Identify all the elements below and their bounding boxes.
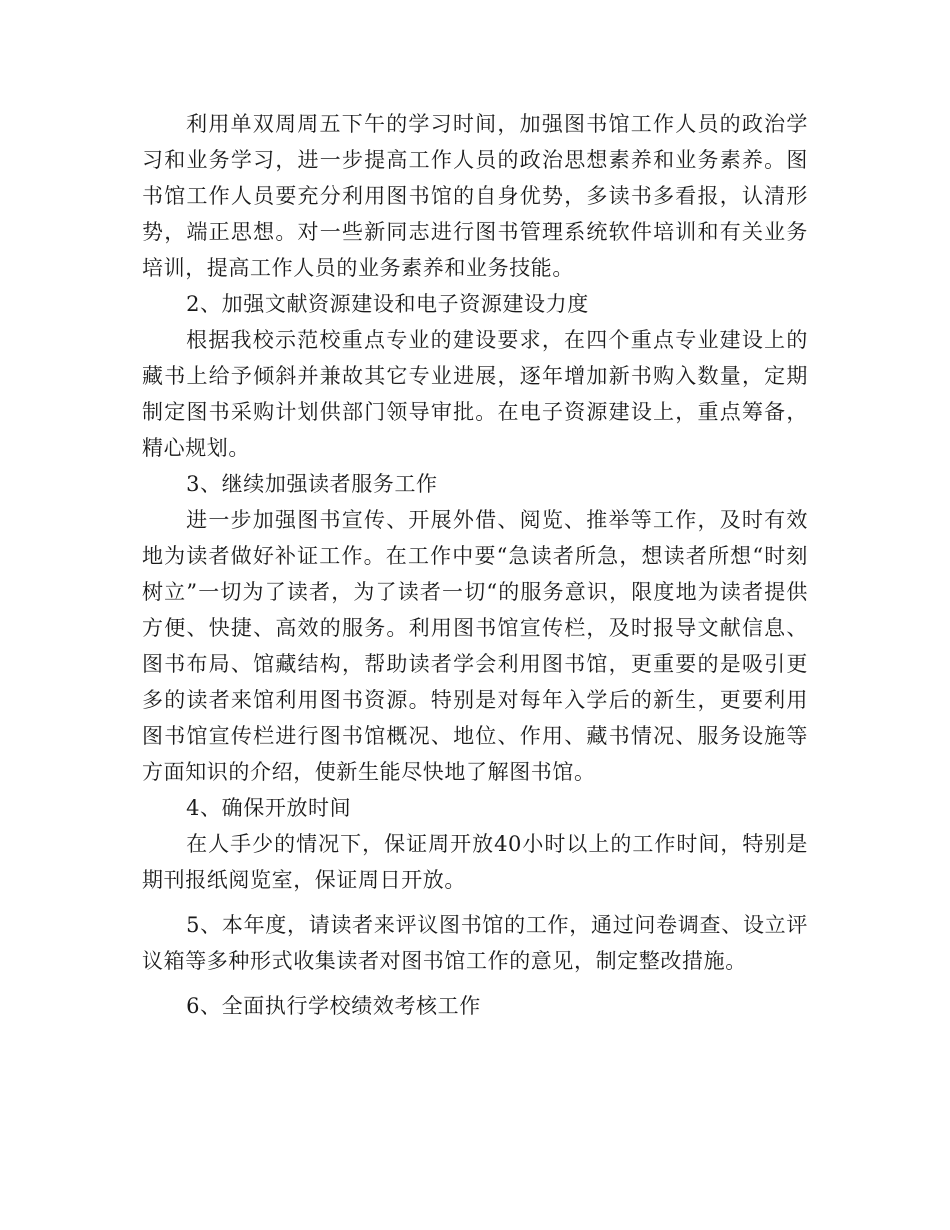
heading-performance-assessment: 6、全面执行学校绩效考核工作: [186, 994, 481, 1018]
heading-reader-service: 3、继续加强读者服务工作: [186, 472, 438, 496]
paragraph-reader-evaluation: 5、本年度，请读者来评议图书馆的工作，通过问卷调查、设立评议箱等多种形式收集读者对图书馆工作的意见，制定整改措施。: [142, 913, 808, 973]
paragraph-opening-hours: 在人手少的情况下，保证周开放40小时以上的工作时间，特别是期刊报纸阅览室，保证周日开放。: [142, 832, 808, 892]
document-body: [142, 106, 808, 1024]
paragraph-reader-service: 进一步加强图书宣传、开展外借、阅览、推举等工作，及时有效地为读者做好补证工作。在工作中要“急读者所急，想读者所想“时刻树立”一切为了读者，为了读者一切“的服务意识，限度地为读者提供方便、快捷、高效的服务。利用图书馆宣传栏，及时报导文献信息、图书布局、馆藏结构，帮助读者学会利用图书馆，更重要的是吸引更多的读者来馆利用图书资源。特别是对每年入学后的新生，更要利用图书馆宣传栏进行图书馆概况、地位、作用、藏书情况、服务设施等方面知识的介绍，使新生能尽快地了解图书馆。: [142, 508, 808, 784]
heading-opening-hours: 4、确保开放时间: [186, 796, 352, 820]
heading-resource-building: 2、加强文献资源建设和电子资源建设力度: [186, 292, 589, 316]
paragraph-staff-training: 利用单双周周五下午的学习时间，加强图书馆工作人员的政治学习和业务学习，进一步提高工作人员的政治思想素养和业务素养。图书馆工作人员要充分利用图书馆的自身优势，多读书多看报，认清形势，端正思想。对一些新同志进行图书管理系统软件培训和有关业务培训，提高工作人员的业务素养和业务技能。: [142, 112, 808, 280]
paragraph-resource-building: 根据我校示范校重点专业的建设要求，在四个重点专业建设上的藏书上给予倾斜并兼故其它专业进展，逐年增加新书购入数量，定期制定图书采购计划供部门领导审批。在电子资源建设上，重点筹备，精心规划。: [142, 328, 808, 460]
